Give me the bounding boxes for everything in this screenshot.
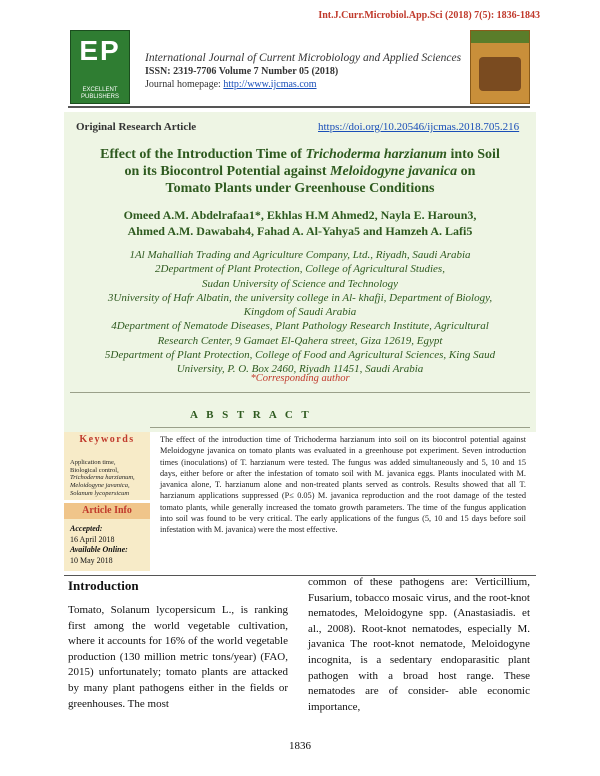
affiliation-line: 3University of Hafr Albatin, the university college in Al- khafji, Department of Biology, xyxy=(107,291,493,304)
keyword-item: Trichoderma harzianum, xyxy=(70,474,135,482)
article-title xyxy=(70,146,530,197)
logo-subtext: EXCELLENT PUBLISHERS xyxy=(80,87,119,100)
affiliation-line: 1Al Mahalliah Trading and Agriculture Company, Ltd., Riyadh, Saudi Arabia xyxy=(129,249,471,261)
affiliation-line: 5Department of Plant Protection, College of Food and Agricultural Sciences, King Saud xyxy=(104,349,496,362)
cover-photo xyxy=(479,57,521,91)
title-text: on xyxy=(457,164,476,179)
keyword-item: Biological control, xyxy=(70,466,119,474)
affiliations xyxy=(70,248,530,377)
article-info-heading: Article Info xyxy=(64,503,150,519)
article-type: Original Research Article xyxy=(76,121,197,133)
title-block-divider xyxy=(70,392,530,393)
keyword-item: Meloidogyne javanica, xyxy=(70,482,130,490)
issn-line: ISSN: 2319-7706 Volume 7 Number 05 (2018) xyxy=(145,66,339,77)
publisher-logo xyxy=(70,30,130,104)
homepage-link[interactable]: http://www.ijcmas.com xyxy=(223,79,317,90)
homepage-label: Journal homepage: xyxy=(145,79,224,90)
journal-homepage xyxy=(145,79,317,90)
keyword-item: Application time, xyxy=(70,459,116,466)
title-species-1: Trichoderma harzianum xyxy=(305,147,447,162)
doi-link[interactable]: https://doi.org/10.20546/ijcmas.2018.705.216 xyxy=(318,121,520,133)
title-species-2: Meloidogyne javanica xyxy=(330,164,458,179)
journal-cover-image xyxy=(470,30,530,104)
affiliation-line: 2Department of Plant Protection, College of Agricultural Studies, xyxy=(155,263,445,276)
title-text: on its Biocontrol Potential against xyxy=(124,164,330,179)
affiliation-line: Research Center, 9 Gamaet El-Qahera street, Giza 12619, Egypt xyxy=(157,334,443,347)
keyword-item: Solanum lycopersicum xyxy=(70,489,130,497)
author-list xyxy=(70,207,530,239)
online-label: Available Online: xyxy=(70,545,128,554)
page-number: 1836 xyxy=(289,740,311,752)
body-column-left: Tomato, Solanum lycopersicum L., is ranking first among the world vegetable cultivation, where it accounts for 16% of the world vegetable production (130 million metric tons/year) (FAO, 2015) unfortunately; tomato plants are attacked by many plant pathogens either in the fields or greenhouses. The most xyxy=(68,604,288,710)
header-divider xyxy=(68,106,530,108)
abstract-heading: A B S T R A C T xyxy=(190,409,312,421)
authors-line: Omeed A.M. Abdelrafaa1*, Ekhlas H.M Ahmed2, Nayla E. Haroun3, xyxy=(123,208,477,222)
authors-line: Ahmed A.M. Dawabah4, Fahad A. Al-Yahya5 and Hamzeh A. Lafi5 xyxy=(127,224,473,238)
corresponding-author-note: *Corresponding author xyxy=(250,373,350,384)
accepted-date: 16 April 2018 xyxy=(70,535,115,544)
affiliation-line: University, P. O. Box 2460, Riyadh 11451, Saudi Arabia xyxy=(176,363,424,376)
body-column-right: common of these pathogens are: Verticillium, Fusarium, tobacco mosaic virus, and the root-knot nematodes, Meloidogyne spp. (Anastasiadis. et al., 2008). Root-knot nematodes, especially M. javanica The root-knot nematode, Meloidogyne incognita, is a sedentary endoparasitic plant pathogen with a broad host range. These nematodes are of consider- able economic importance, xyxy=(308,576,530,713)
affiliation-line: 4Department of Nematode Diseases, Plant Pathology Research Institute, Agricultural xyxy=(111,320,489,333)
journal-name: International Journal of Current Microbiology and Applied Sciences xyxy=(145,52,462,64)
affiliation-line: Sudan University of Science and Technology xyxy=(201,277,399,290)
keywords-list xyxy=(70,459,135,498)
journal-citation: Int.J.Curr.Microbiol.App.Sci (2018) 7(5): 1836-1843 xyxy=(318,10,540,21)
title-text: Effect of the Introduction Time of xyxy=(100,147,306,162)
affiliation-line: Kingdom of Saudi Arabia xyxy=(243,306,357,319)
title-text: Tomato Plants under Greenhouse Conditions xyxy=(165,181,435,196)
logo-letters: EP xyxy=(79,35,121,66)
abstract-heading-rule xyxy=(150,427,530,428)
section-heading-introduction: Introduction xyxy=(68,578,139,593)
accepted-label: Accepted: xyxy=(70,524,103,533)
cover-band xyxy=(471,31,529,43)
abstract-text: The effect of the introduction time of Trichoderma harzianum into soil on its biocontrol potential against Meloidogyne javanica on tomato plants was evaluated in a greenhouse pot experiment. Seven introduction times (inoculations) of T. harzianum were tested. The fungus was added simultaneously and 5, 10 and 15 days, either before or after the infestation of tomato soil with M. javanica eggs. Plants inoculated with M. javanica alone, T. harzianum alone and non-treated plants served as controls. Results showed that all T. harzianum applications suppressed (P≤ 0.05) M. javanica reproduction and the root damage of the tested tomato plants, while generally increased the tomato growth parameters. The time of the fungus application into soil was found to be very critical. The early applications of the fungus (5, 10 and 15 days before soil infestation with M. javanica) were the most effective. xyxy=(160,435,526,535)
online-date: 10 May 2018 xyxy=(70,556,113,565)
keywords-heading: Keywords xyxy=(64,432,150,448)
title-text: into Soil xyxy=(446,147,500,162)
